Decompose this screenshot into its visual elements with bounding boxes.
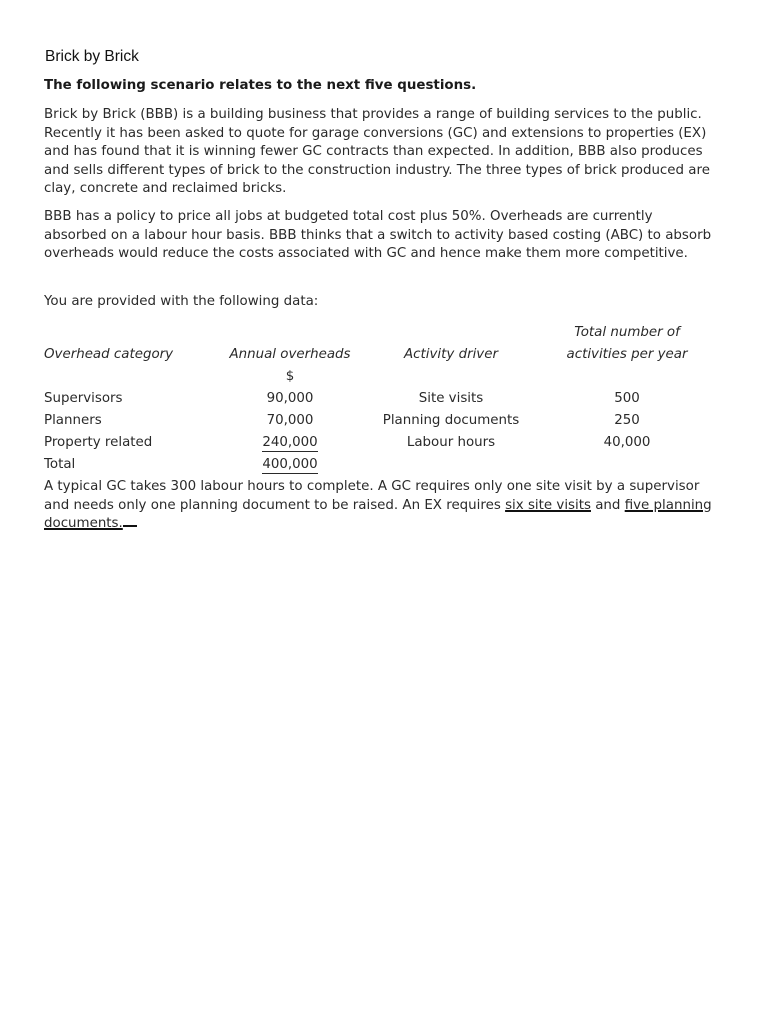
row-activities: 250 bbox=[614, 413, 640, 428]
header-annual: Annual overheads bbox=[229, 347, 351, 362]
underline-mark bbox=[123, 525, 137, 527]
header-category: Overhead category bbox=[44, 347, 174, 362]
row-category: Planners bbox=[44, 413, 102, 428]
header-activities-line2: activities per year bbox=[566, 347, 688, 362]
overheads-table bbox=[44, 318, 710, 472]
row-activities: 40,000 bbox=[603, 435, 651, 450]
paragraph-4-mid: and bbox=[590, 497, 625, 513]
header-annual-unit: $ bbox=[285, 369, 295, 384]
row-driver: Planning documents bbox=[382, 413, 520, 428]
header-driver: Activity driver bbox=[404, 347, 498, 362]
total-annual: 400,000 bbox=[262, 457, 318, 472]
row-category: Supervisors bbox=[44, 391, 123, 406]
table-header-row-1 bbox=[44, 318, 710, 340]
row-annual: 90,000 bbox=[266, 391, 314, 406]
paragraph-1: Brick by Brick (BBB) is a building business that provides a range of building services to the public. Recently it has been asked to quote for garage conversions (GC) and extensions to properties (EX) and has found that it is winning fewer GC contracts than expected. In addition, BBB also produces and sells different types of brick to the construction industry. The three types of brick produced are clay, concrete and reclaimed bricks. bbox=[44, 107, 710, 197]
five-planning-documents-text: five planning documents. bbox=[44, 497, 712, 532]
row-driver: Labour hours bbox=[406, 435, 496, 450]
table-unit-row bbox=[44, 362, 710, 384]
table-row bbox=[44, 428, 710, 450]
six-site-visits-text: six site visits bbox=[505, 497, 591, 513]
paragraph-2: BBB has a policy to price all jobs at budgeted total cost plus 50%. Overheads are currently absorbed on a labour hour basis. BBB thinks that a switch to activity based costing (ABC) to absorb overheads would reduce the costs associated with GC and hence make them more competitive. bbox=[44, 209, 712, 262]
table-total-row bbox=[44, 450, 710, 472]
row-driver: Site visits bbox=[418, 391, 484, 406]
total-label: Total bbox=[44, 457, 76, 472]
paragraph-4-start: A typical GC takes 300 labour hours to complete. A GC requires only one site visit by a supervisor and needs only one planning document to be raised. An EX requires bbox=[44, 479, 700, 513]
paragraph-3: You are provided with the following data: bbox=[44, 294, 319, 309]
row-annual: 70,000 bbox=[266, 413, 314, 428]
table-header-row-2 bbox=[44, 340, 710, 362]
header-activities-line1: Total number of bbox=[574, 325, 680, 340]
table-row bbox=[44, 406, 710, 428]
row-annual: 240,000 bbox=[262, 435, 318, 450]
scenario-intro: The following scenario relates to the next five questions. bbox=[44, 78, 477, 93]
paragraph-4 bbox=[44, 478, 712, 534]
table-row bbox=[44, 384, 710, 406]
row-category: Property related bbox=[44, 435, 153, 450]
row-activities: 500 bbox=[614, 391, 640, 406]
document-title: Brick by Brick bbox=[45, 48, 139, 65]
